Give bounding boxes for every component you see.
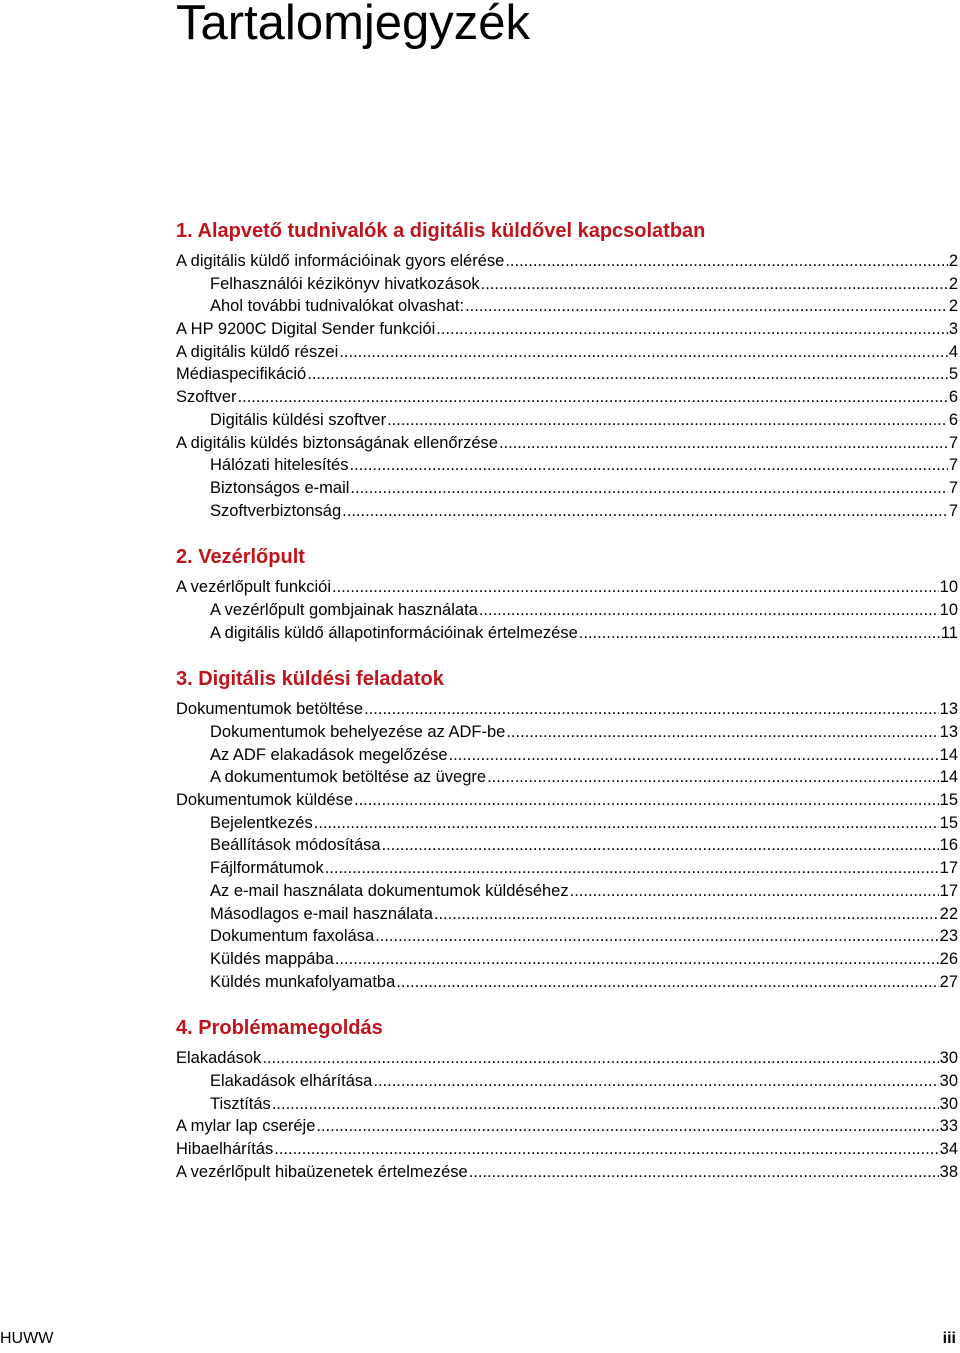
toc-entry-title: A dokumentumok betöltése az üvegre <box>210 768 487 787</box>
toc-entry-page: 13 <box>939 700 958 719</box>
toc-entry[interactable] <box>176 250 958 273</box>
toc-entry-page: 15 <box>939 791 958 810</box>
toc-entry[interactable] <box>176 1070 958 1093</box>
toc-leader-dots <box>505 250 947 273</box>
toc-leader-dots <box>272 1093 939 1116</box>
toc-leader-dots <box>332 576 939 599</box>
section-gap <box>176 993 958 1013</box>
toc-leader-dots <box>570 880 939 903</box>
toc-entry-title: Biztonságos e-mail <box>210 478 350 497</box>
toc-entry[interactable] <box>176 721 958 744</box>
toc-entry-title: Szoftverbiztonság <box>210 501 342 520</box>
toc-entry[interactable] <box>176 341 958 364</box>
toc-entry-title: Digitális küldési szoftver <box>210 410 387 429</box>
toc-entry[interactable] <box>176 857 958 880</box>
toc-leader-dots <box>274 1138 938 1161</box>
toc-entry-page: 33 <box>939 1117 958 1136</box>
toc-entry[interactable] <box>176 386 958 409</box>
toc-entry-page: 2 <box>948 297 958 316</box>
toc-entry-page: 7 <box>948 478 958 497</box>
toc-entry-title: A digitális küldő állapotinformációinak értelmezése <box>210 623 578 642</box>
toc-entry-page: 17 <box>939 859 958 878</box>
toc-entry-title: A digitális küldés biztonságának ellenőrzése <box>176 433 498 452</box>
toc-entry-title: Beállítások módosítása <box>210 836 381 855</box>
toc-leader-dots <box>373 1070 938 1093</box>
toc-entry-page: 26 <box>939 949 958 968</box>
toc-leader-dots <box>487 766 939 789</box>
toc-leader-dots <box>307 363 948 386</box>
toc-entry-page: 30 <box>939 1094 958 1113</box>
toc-entry-title: A HP 9200C Digital Sender funkciói <box>176 320 436 339</box>
toc-entry-title: Az ADF elakadások megelőzése <box>210 745 448 764</box>
toc-entry-page: 6 <box>948 388 958 407</box>
toc-leader-dots <box>262 1047 938 1070</box>
toc-entry[interactable] <box>176 789 958 812</box>
toc-entry[interactable] <box>176 698 958 721</box>
section-heading[interactable]: 3. Digitális küldési feladatok <box>176 668 444 691</box>
toc-entry[interactable] <box>176 363 958 386</box>
toc-entry-page: 23 <box>939 927 958 946</box>
toc-leader-dots <box>339 341 947 364</box>
toc-entry-page: 11 <box>940 623 958 642</box>
toc-entry[interactable] <box>176 432 958 455</box>
toc-entry-page: 17 <box>939 881 958 900</box>
toc-entry-title: Felhasználói kézikönyv hivatkozások <box>210 274 480 293</box>
toc-entry[interactable] <box>176 500 958 523</box>
toc-leader-dots <box>387 409 948 432</box>
toc-entry-title: Elakadások <box>176 1049 262 1068</box>
toc-entry-title: Dokumentumok küldése <box>176 791 354 810</box>
toc-entry-title: A digitális küldő információinak gyors elérése <box>176 252 505 270</box>
toc-leader-dots <box>354 789 939 812</box>
toc-entry[interactable] <box>176 622 958 645</box>
toc-entry-page: 38 <box>939 1162 958 1181</box>
toc-leader-dots <box>350 477 947 500</box>
toc-entry-title: Dokumentumok behelyezése az ADF-be <box>210 723 506 741</box>
toc-entry-title: A vezérlőpult gombjainak használata <box>210 600 478 619</box>
toc-leader-dots <box>499 432 948 455</box>
toc-entry-page: 2 <box>948 274 958 293</box>
toc-leader-dots <box>325 857 939 880</box>
toc-leader-dots <box>579 622 940 645</box>
toc-entry-title: Küldés mappába <box>210 949 334 968</box>
toc-leader-dots <box>382 834 939 857</box>
toc-entry-page: 22 <box>939 904 958 923</box>
toc-entry[interactable] <box>176 1138 958 1161</box>
toc-entry[interactable] <box>176 903 958 926</box>
toc-entry[interactable] <box>176 812 958 835</box>
toc-entry-page: 13 <box>939 723 958 741</box>
toc-entry-title: Fájlformátumok <box>210 859 324 878</box>
toc-leader-dots <box>375 925 938 948</box>
toc-entry-title: Az e-mail használata dokumentumok küldéséhez <box>210 881 569 900</box>
toc-entry[interactable] <box>176 925 958 948</box>
toc-entry-title: Médiaspecifikáció <box>176 365 307 384</box>
toc-leader-dots <box>238 386 948 409</box>
toc-entry[interactable] <box>176 454 958 477</box>
toc-leader-dots <box>396 971 938 994</box>
table-of-contents <box>176 216 958 1183</box>
toc-entry-title: Dokumentumok betöltése <box>176 700 364 719</box>
toc-entry[interactable] <box>176 576 958 599</box>
footer-locale-code: HUWW <box>0 1330 54 1347</box>
toc-leader-dots <box>314 812 939 835</box>
toc-leader-dots <box>350 454 948 477</box>
section-heading[interactable]: 4. Problémamegoldás <box>176 1017 383 1040</box>
toc-entry-title: Tisztítás <box>210 1094 271 1113</box>
toc-entry[interactable] <box>176 1161 958 1184</box>
toc-leader-dots <box>436 318 948 341</box>
toc-leader-dots <box>449 744 939 767</box>
toc-entry[interactable] <box>176 409 958 432</box>
section-heading[interactable]: 2. Vezérlőpult <box>176 546 305 569</box>
toc-leader-dots <box>335 948 939 971</box>
toc-entry-title: Hibaelhárítás <box>176 1140 274 1158</box>
toc-entry[interactable] <box>176 1047 958 1070</box>
toc-entry-title: Ahol további tudnivalókat olvashat: <box>210 297 465 316</box>
toc-leader-dots <box>316 1115 938 1138</box>
toc-entry-title: Szoftver <box>176 388 237 407</box>
toc-entry[interactable] <box>176 318 958 341</box>
toc-entry[interactable] <box>176 477 958 500</box>
toc-entry-title: Másodlagos e-mail használata <box>210 904 433 923</box>
toc-leader-dots <box>481 273 948 296</box>
toc-entry-title: A digitális küldő részei <box>176 342 339 361</box>
toc-entry-title: Küldés munkafolyamatba <box>210 972 396 991</box>
toc-entry-page: 7 <box>948 433 958 452</box>
toc-entry-page: 4 <box>948 342 958 361</box>
toc-entry-page: 6 <box>948 410 958 429</box>
toc-entry[interactable] <box>176 744 958 767</box>
toc-leader-dots <box>465 295 948 318</box>
toc-leader-dots <box>434 903 939 926</box>
toc-entry-title: Bejelentkezés <box>210 813 313 832</box>
toc-entry[interactable] <box>176 599 958 622</box>
toc-entry-page: 14 <box>939 745 958 764</box>
toc-entry-title: Hálózati hitelesítés <box>210 456 349 475</box>
toc-entry[interactable] <box>176 766 958 789</box>
section-gap <box>176 522 958 542</box>
toc-entry-page: 16 <box>939 836 958 855</box>
toc-leader-dots <box>342 500 948 523</box>
toc-leader-dots <box>469 1161 939 1184</box>
toc-entry-page: 7 <box>948 501 958 520</box>
toc-entry[interactable] <box>176 834 958 857</box>
toc-entry-page: 15 <box>939 813 958 832</box>
footer-page-number: iii <box>942 1330 956 1347</box>
toc-entry[interactable] <box>176 880 958 903</box>
toc-entry[interactable] <box>176 971 958 994</box>
toc-leader-dots <box>506 721 938 744</box>
toc-leader-dots <box>364 698 939 721</box>
toc-entry-page: 3 <box>948 320 958 339</box>
toc-entry-title: Elakadások elhárítása <box>210 1071 373 1090</box>
toc-entry[interactable] <box>176 948 958 971</box>
toc-entry[interactable] <box>176 1115 958 1138</box>
toc-entry-title: A vezérlőpult funkciói <box>176 578 332 597</box>
toc-entry-page: 27 <box>939 972 958 991</box>
toc-entry-page: 30 <box>939 1049 958 1068</box>
toc-entry-page: 7 <box>948 456 958 475</box>
toc-entry-page: 5 <box>948 365 958 384</box>
toc-section <box>176 542 958 644</box>
toc-entry-page: 2 <box>948 252 958 270</box>
toc-section <box>176 664 958 993</box>
toc-leader-dots <box>479 599 939 622</box>
toc-entry-title: A mylar lap cseréje <box>176 1117 316 1136</box>
toc-entry-page: 10 <box>939 578 958 597</box>
page-title: Tartalomjegyzék <box>176 0 531 50</box>
toc-entry-title: Dokumentum faxolása <box>210 927 375 946</box>
toc-entry[interactable] <box>176 273 958 296</box>
toc-entry[interactable] <box>176 1093 958 1116</box>
toc-entry-page: 34 <box>939 1140 958 1158</box>
toc-section <box>176 216 958 522</box>
toc-entry-page: 10 <box>939 600 958 619</box>
section-gap <box>176 644 958 664</box>
section-heading[interactable]: 1. Alapvető tudnivalók a digitális küldővel kapcsolatban <box>176 220 706 242</box>
toc-entry-page: 30 <box>939 1071 958 1090</box>
toc-section <box>176 1013 958 1183</box>
toc-entry-title: A vezérlőpult hibaüzenetek értelmezése <box>176 1162 468 1181</box>
toc-entry[interactable] <box>176 295 958 318</box>
toc-entry-page: 14 <box>939 768 958 787</box>
